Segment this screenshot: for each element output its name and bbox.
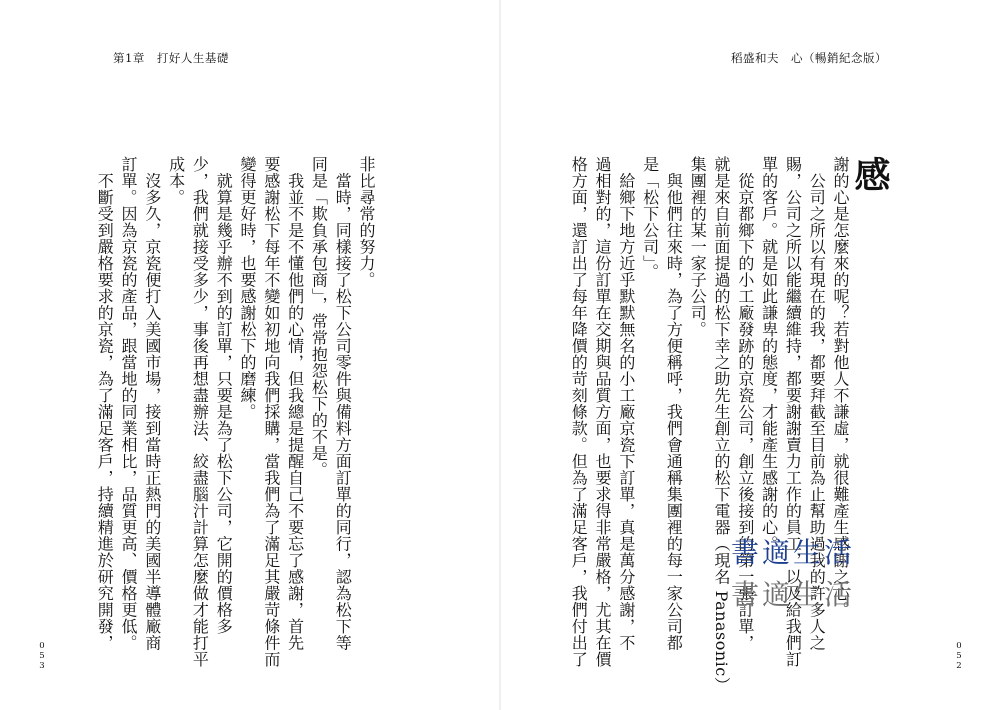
- watermark-gray: 書適生活: [731, 578, 856, 611]
- text-column: 同是「欺負承包商」，常常抱怨松下的不是。: [309, 156, 329, 478]
- right-running-head: 稻盛和夫 心（暢銷紀念版）: [731, 51, 887, 65]
- text-column: 我並不是不懂他們的心情，但我總是提醒自己不要忘了感謝，首先: [285, 156, 305, 651]
- page-gutter: [499, 0, 501, 710]
- text-column: 集團裡的某一家子公司。: [688, 156, 708, 338]
- text-column: 與他們往來時，為了方便稱呼，我們會通稱集團裡的每一家公司都: [664, 156, 684, 651]
- text-column: 要感謝松下每年不變如初地向我們採購，當我們為了滿足其嚴苛條件而: [261, 156, 281, 668]
- right-page-number: 052: [954, 641, 964, 671]
- text-column: 當時，同樣接了松下公司零件與備料方面訂單的同行，認為松下等: [333, 156, 353, 651]
- text-column: 少，我們就接受多少，事後再想盡辦法、絞盡腦汁計算怎麼做才能打平: [190, 156, 210, 668]
- text-column: 是「松下公司」。: [640, 156, 660, 280]
- left-page-body: [92, 156, 378, 668]
- left-page-number: 053: [37, 641, 47, 671]
- text-column: 就是來自前面提過的松下幸之助先生創立的松下電器（現名 Panasonic）: [712, 156, 732, 694]
- text-column: 非比尋常的努力。: [357, 156, 376, 288]
- right-page-body: [566, 156, 891, 694]
- text-column: 成本。: [166, 156, 186, 206]
- text-column: 就算是幾乎辦不到的訂單，只要是為了松下公司，它開的價格多: [214, 156, 234, 635]
- text-column: 給鄉下地方近乎默默無名的小工廠京瓷下訂單，真是萬分感謝，不: [616, 156, 636, 651]
- text-column: 格方面，還訂出了每年降價的苛刻條款。但為了滿足客戶，我們付出了: [569, 156, 589, 668]
- text-column: 賜，公司之所以能繼續維持，都要謝謝賣力工作的員工，以及給我們訂: [783, 156, 803, 668]
- text-column: 從京都鄉下的小工廠發跡的京瓷公司，創立後接到的第一張訂單，: [735, 156, 755, 651]
- text-column: 謝的心是怎麼來的呢？若對他人不謙虛，就很難產生感謝之心。: [831, 156, 850, 618]
- text-column: 公司之所以有現在的我，都要拜截至目前為止幫助過我的許多人之: [807, 156, 827, 651]
- text-column: 過相對的，這份訂單在交期與品質方面，也要求得非常嚴格，尤其在價: [593, 156, 613, 668]
- text-column: 沒多久，京瓷便打入美國市場，接到當時正熱門的美國半導體廠商: [142, 156, 162, 651]
- text-column: 變得更好時，也要感謝松下的磨練。: [238, 156, 258, 420]
- watermark-blue: 書適生活: [731, 536, 856, 569]
- text-column: 單的客戶。就是如此謙卑的態度，才能產生感謝的心。: [759, 156, 779, 552]
- left-running-head: 第1章 打好人生基礎: [113, 51, 229, 65]
- text-column: 訂單。因為京瓷的產品，跟當地的同業相比，品質更高、價格更低。: [119, 156, 139, 651]
- drop-cap: 感: [849, 156, 891, 193]
- text-column: 不斷受到嚴格要求的京瓷，為了滿足客戶，持續精進於研究開發，: [95, 156, 115, 651]
